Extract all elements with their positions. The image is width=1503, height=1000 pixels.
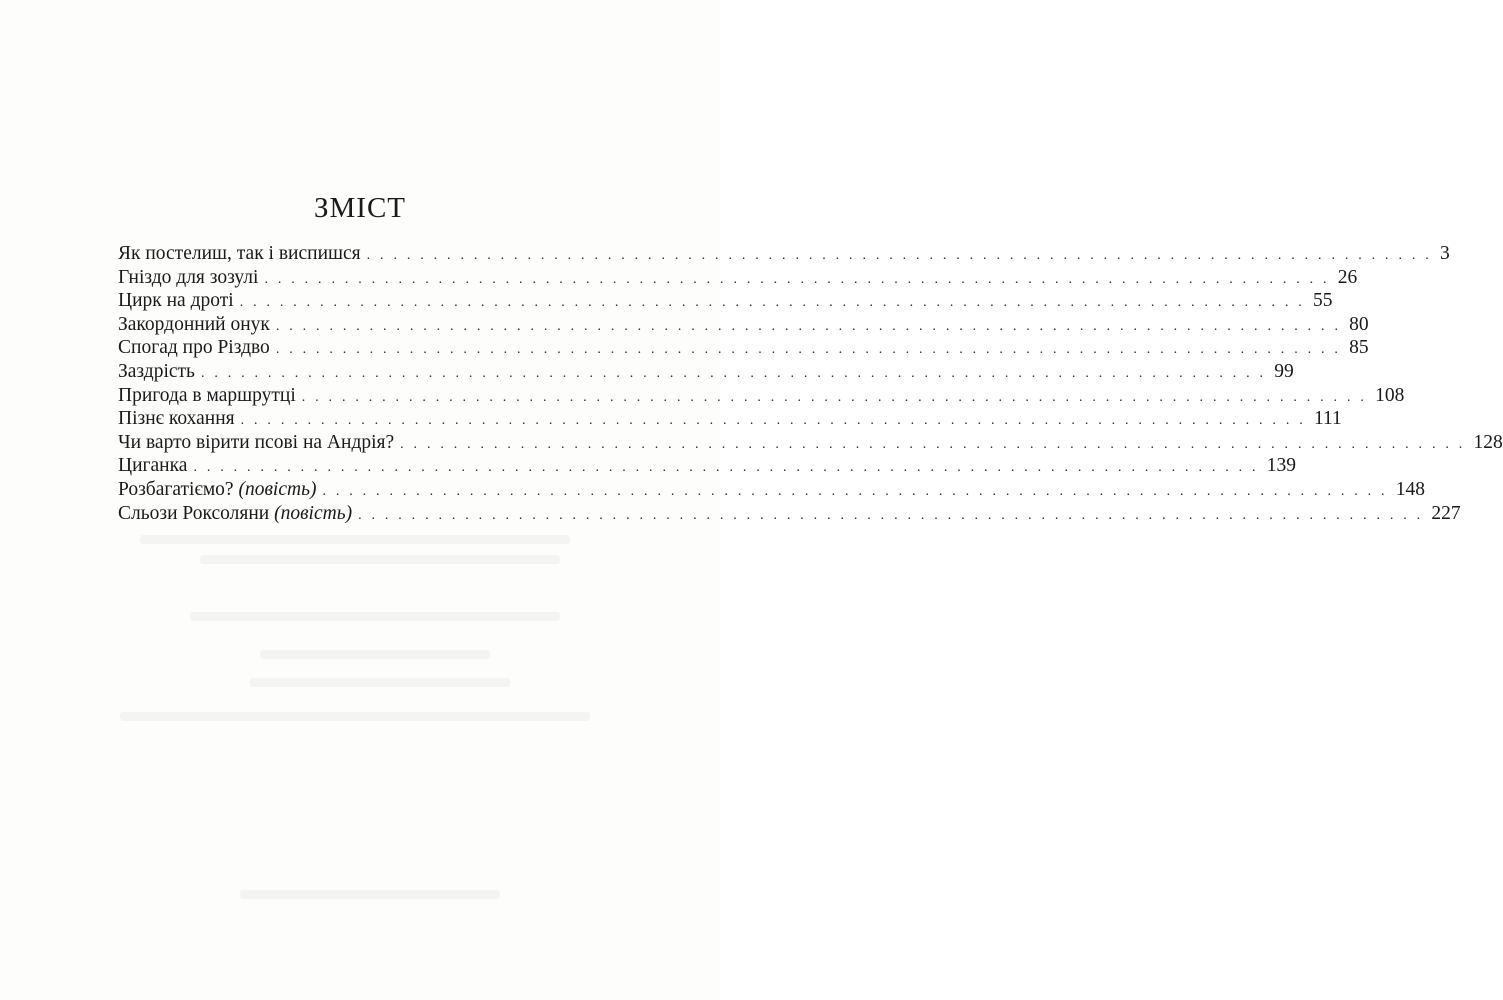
toc-entry-genre-note: (повість) — [238, 478, 317, 500]
toc-entry-title — [118, 242, 367, 266]
show-through-line — [120, 712, 590, 721]
toc-leader-dots: . . . . . . . . . . . . . . . . . . . . . . . . . . . . . . . . . . . . . . . . . . . . . . . . . . . . . . . . . . . . . . . . . . . . . . . . . . . . . . . . — [239, 295, 1305, 311]
toc-leader-dots: . . . . . . . . . . . . . . . . . . . . . . . . . . . . . . . . . . . . . . . . . . . . . . . . . . . . . . . . . . . . . . . . . . . . . . . . . . . . . . . . — [193, 460, 1259, 476]
toc-list — [118, 242, 1503, 525]
toc-page-number: 99 — [1274, 360, 1294, 382]
toc-entry-genre-note: (повість) — [274, 502, 353, 524]
toc-entry — [118, 266, 1358, 290]
toc-entry-name: Закордонний онук — [118, 313, 270, 335]
toc-entry — [118, 407, 1342, 431]
toc-entry — [118, 242, 1450, 266]
toc-entry — [118, 454, 1297, 478]
show-through-line — [250, 678, 510, 687]
toc-entry-name: Заздрість — [118, 360, 195, 382]
toc-entry-name: Спогад про Різдво — [118, 337, 270, 359]
toc-entry-title — [118, 454, 193, 478]
toc-entry-title — [118, 384, 302, 408]
toc-entry-name: Цирк на дроті — [118, 290, 234, 312]
toc-entry — [118, 360, 1294, 384]
toc-entry-name: Циганка — [118, 455, 188, 477]
toc-entry — [118, 313, 1369, 337]
toc-leader-dots: . . . . . . . . . . . . . . . . . . . . . . . . . . . . . . . . . . . . . . . . . . . . . . . . . . . . . . . . . . . . . . . . . . . . . . . . . . . . . . . . — [358, 507, 1424, 523]
toc-entry-name: Пізнє кохання — [118, 408, 235, 430]
show-through-line — [200, 555, 560, 564]
toc-leader-dots: . . . . . . . . . . . . . . . . . . . . . . . . . . . . . . . . . . . . . . . . . . . . . . . . . . . . . . . . . . . . . . . . . . . . . . . . . . . . . . . . — [275, 342, 1342, 358]
toc-page-number: 80 — [1349, 313, 1369, 335]
toc-entry — [118, 289, 1333, 313]
toc-leader-dots: . . . . . . . . . . . . . . . . . . . . . . . . . . . . . . . . . . . . . . . . . . . . . . . . . . . . . . . . . . . . . . . . . . . . . . . . . . . . . . . . — [264, 271, 1330, 287]
toc-entry-title — [118, 336, 276, 360]
toc-entry-title — [118, 478, 322, 502]
toc-entry-title — [118, 266, 264, 290]
toc-page-number: 55 — [1313, 290, 1333, 312]
toc-page-number: 111 — [1313, 408, 1342, 430]
show-through-line — [190, 612, 560, 621]
toc-entry-name: Розбагатіємо? — [118, 478, 234, 500]
toc-page-number: 148 — [1395, 478, 1426, 500]
toc-entry — [118, 502, 1461, 526]
toc-leader-dots: . . . . . . . . . . . . . . . . . . . . . . . . . . . . . . . . . . . . . . . . . . . . . . . . . . . . . . . . . . . . . . . . . . . . . . . . . . . . . . . . — [366, 248, 1432, 263]
toc-leader-dots: . . . . . . . . . . . . . . . . . . . . . . . . . . . . . . . . . . . . . . . . . . . . . . . . . . . . . . . . . . . . . . . . . . . . . . . . . . . . . . . . — [240, 413, 1306, 429]
toc-entry-title — [118, 431, 400, 455]
toc-page-number: 128 — [1473, 431, 1503, 453]
toc-entry-title — [118, 360, 201, 384]
toc-leader-dots: . . . . . . . . . . . . . . . . . . . . . . . . . . . . . . . . . . . . . . . . . . . . . . . . . . . . . . . . . . . . . . . . . . . . . . . . . . . . . . . . — [400, 436, 1466, 452]
toc-page-number: 85 — [1349, 337, 1369, 359]
toc-leader-dots: . . . . . . . . . . . . . . . . . . . . . . . . . . . . . . . . . . . . . . . . . . . . . . . . . . . . . . . . . . . . . . . . . . . . . . . . . . . . . . . . — [275, 318, 1342, 334]
toc-entry-title — [118, 502, 358, 526]
show-through-line — [260, 650, 490, 659]
toc-entry-name: Як постелиш, так і виспишся — [118, 243, 361, 264]
toc-leader-dots: . . . . . . . . . . . . . . . . . . . . . . . . . . . . . . . . . . . . . . . . . . . . . . . . . . . . . . . . . . . . . . . . . . . . . . . . . . . . . . . . — [301, 389, 1368, 405]
toc-entry-title — [118, 313, 276, 337]
toc-leader-dots: . . . . . . . . . . . . . . . . . . . . . . . . . . . . . . . . . . . . . . . . . . . . . . . . . . . . . . . . . . . . . . . . . . . . . . . . . . . . . . . . — [200, 365, 1267, 381]
toc-entry-name: Гніздо для зозулі — [118, 266, 259, 288]
toc-entry — [118, 431, 1503, 455]
toc-entry-title — [118, 407, 241, 431]
toc-page-number: 3 — [1439, 243, 1450, 264]
toc-entry-name: Чи варто вірити псові на Андрія? — [118, 431, 395, 453]
toc-page-number: 227 — [1431, 502, 1461, 524]
toc-entry-name: Сльози Роксоляни — [118, 502, 270, 524]
toc-entry-title — [118, 289, 240, 313]
toc-page-number: 26 — [1337, 266, 1358, 288]
toc-entry — [118, 336, 1369, 360]
show-through-line — [140, 535, 570, 544]
toc-entry — [118, 384, 1405, 408]
toc-leader-dots: . . . . . . . . . . . . . . . . . . . . . . . . . . . . . . . . . . . . . . . . . . . . . . . . . . . . . . . . . . . . . . . . . . . . . . . . . . . . . . . . — [322, 483, 1388, 499]
toc-page-number: 139 — [1266, 455, 1297, 477]
toc-heading: ЗМІСТ — [313, 192, 407, 224]
toc-page-number: 108 — [1375, 384, 1405, 406]
toc-entry-name: Пригода в маршрутці — [118, 384, 296, 406]
show-through-line — [240, 890, 500, 899]
toc-entry — [118, 478, 1426, 502]
